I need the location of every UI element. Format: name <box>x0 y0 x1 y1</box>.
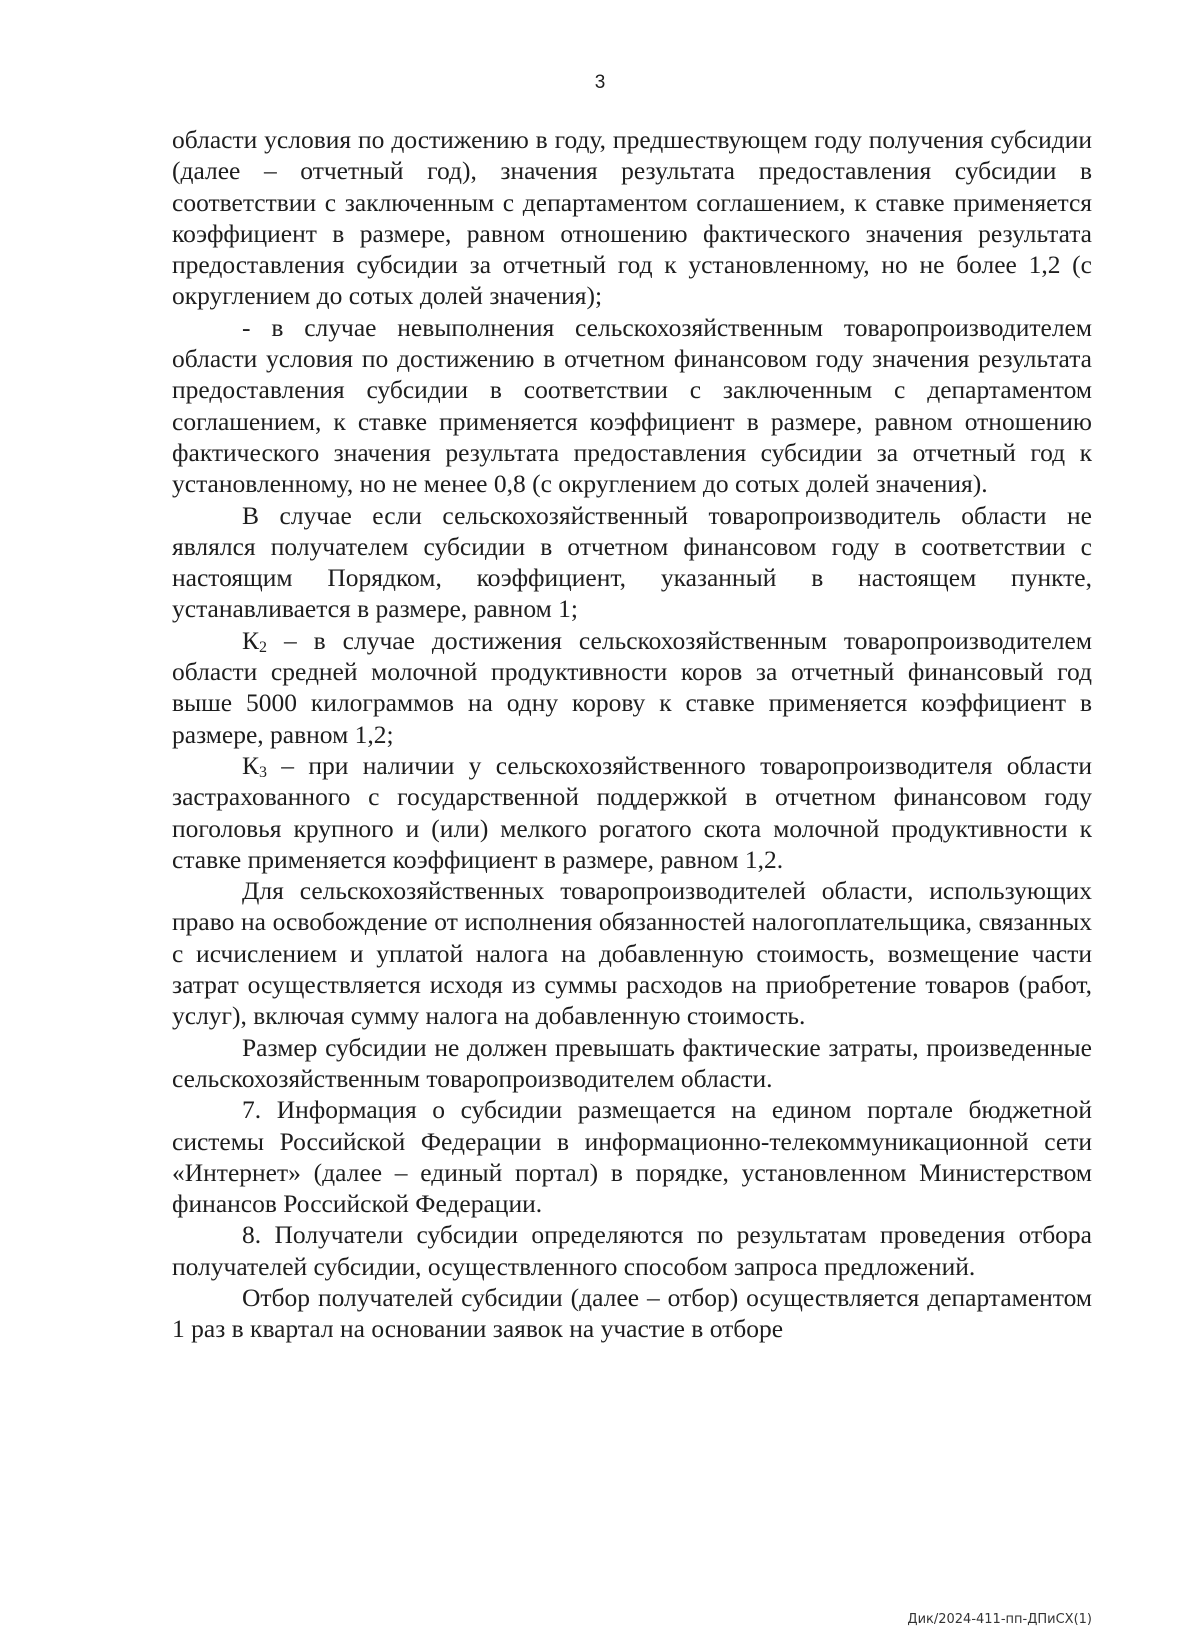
k2-symbol: К <box>242 625 260 655</box>
k2-subscript: 2 <box>259 638 268 656</box>
document-body <box>172 124 1092 1345</box>
paragraph-not-recipient: В случае если сельскохозяйственный товаропроизводитель области не являлся получателем субсидии в отчетном финансовом году в соответствии с настоящим Порядком, коэффициент, указанный в настоящем пункте, устанавливается в размере, равном 1; <box>172 500 1092 624</box>
paragraph-vat-exempt: Для сельскохозяйственных товаропроизводителей области, использующих право на освобождение от исполнения обязанностей налогоплательщика, связанных с исчислением и уплатой налога на добавленную стоимость, возмещение части затрат осуществляется исходя из суммы расходов на приобретение товаров (работ, услуг), включая сумму налога на добавленную стоимость. <box>172 876 1092 1031</box>
paragraph-item-8: 8. Получатели субсидии определяются по результатам проведения отбора получателей субсидии, осуществленного способом запроса предложений. <box>172 1220 1092 1281</box>
k3-text: – при наличии у сельскохозяйственного товаропроизводителя области застрахованного с государственной поддержкой в отчетном финансовом году поголовья крупного и (или) мелкого рогатого скота молочной продуктивности к ставке применяется коэффициент в размере, равном 1,2. <box>172 750 1092 874</box>
paragraph-subsidy-limit: Размер субсидии не должен превышать фактические затраты, произведенные сельскохозяйственным товаропроизводителем области. <box>172 1032 1092 1093</box>
paragraph-selection: Отбор получателей субсидии (далее – отбор) осуществляется департаментом 1 раз в квартал на основании заявок на участие в отборе <box>172 1282 1092 1344</box>
paragraph-k3 <box>172 750 1092 875</box>
paragraph-continuation: области условия по достижению в году, предшествующем году получения субсидии (далее – отчетный год), значения результата предоставления субсидии в соответствии с заключенным с департаментом соглашением, к ставке применяется коэффициент в размере, равном отношению фактического значения результата предоставления субсидии за отчетный год к установленному, но не более 1,2 (с округлением до сотых долей значения); <box>172 125 1092 311</box>
paragraph-item-7: 7. Информация о субсидии размещается на едином портале бюджетной системы Российской Федерации в информационно-телекоммуникационной сети «Интернет» (далее – единый портал) в порядке, установленном Министерством финансов Российской Федерации. <box>172 1095 1092 1219</box>
k3-subscript: 3 <box>259 763 268 781</box>
k2-text: – в случае достижения сельскохозяйственным товаропроизводителем области средней молочной продуктивности коров за отчетный финансовый год выше 5000 килограммов на одну корову к ставке применяется коэффициент в размере, равном 1,2; <box>172 625 1092 749</box>
paragraph-k2 <box>172 625 1092 750</box>
paragraph-nonfulfillment: - в случае невыполнения сельскохозяйственным товаропроизводителем области условия по достижению в отчетном финансовом году значения результата предоставления субсидии в соответствии с заключенным с департаментом соглашением, к ставке применяется коэффициент в размере, равном отношению фактического значения результата предоставления субсидии за отчетный год к установленному, но не менее 0,8 (с округлением до сотых долей значения). <box>172 312 1092 499</box>
document-reference: Дик/2024-411-пп-ДПиСХ(1) <box>907 1612 1092 1627</box>
k3-symbol: К <box>242 750 260 780</box>
page-number: 3 <box>594 72 606 93</box>
